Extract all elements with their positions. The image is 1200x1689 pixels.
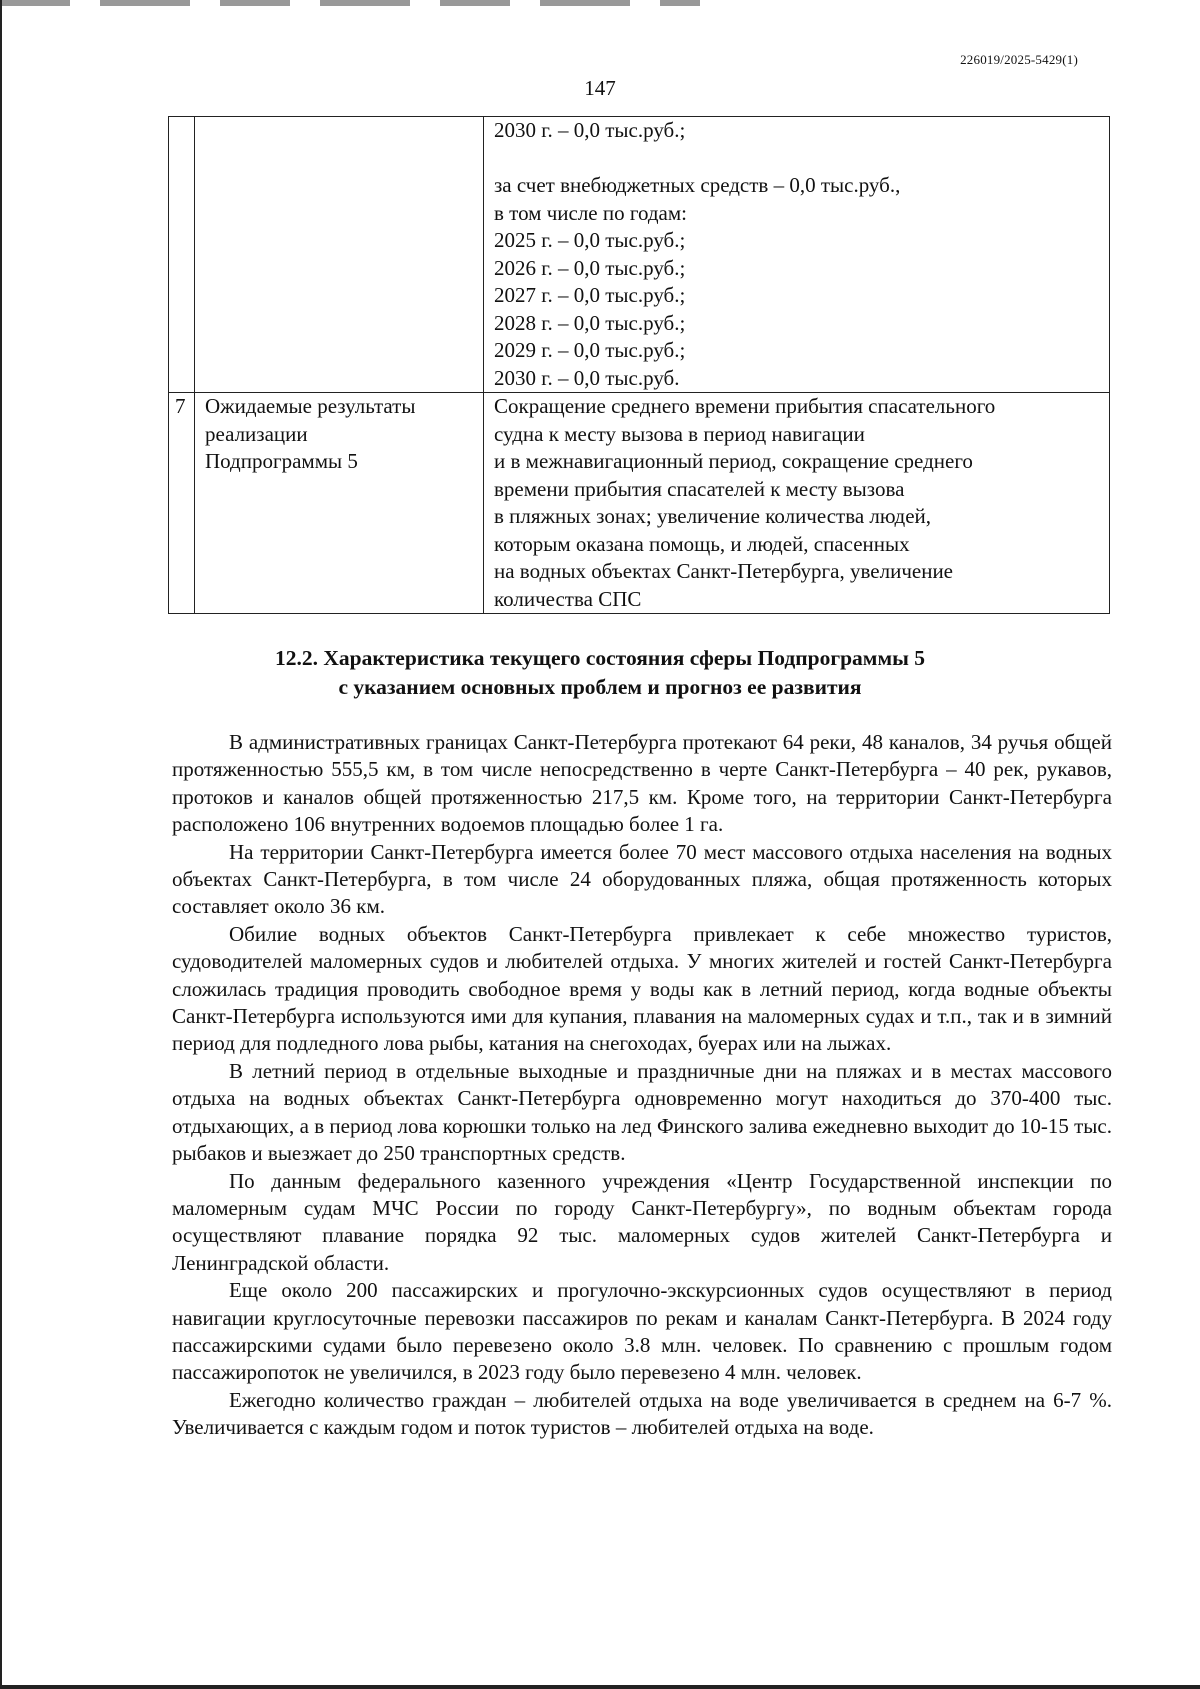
value-line: на водных объектах Санкт-Петербурга, увеличение bbox=[494, 559, 954, 583]
funding-line: в том числе по годам: bbox=[494, 200, 687, 225]
label-line: Ожидаемые результаты bbox=[205, 394, 416, 418]
value-line: в пляжных зонах; увеличение количества людей, bbox=[494, 504, 932, 528]
paragraph: На территории Санкт-Петербурга имеется более 70 мест массового отдыха населения на водных объектах Санкт-Петербурга, в том числе 24 оборудованных пляжа, общая протяженность которых составляет около 36 км. bbox=[172, 839, 1112, 919]
funding-line bbox=[494, 145, 1099, 173]
table-cell-funding bbox=[484, 117, 1110, 393]
section-title bbox=[0, 644, 1200, 702]
funding-line: за счет внебюджетных средств – 0,0 тыс.руб., bbox=[494, 173, 901, 197]
value-line: Сокращение среднего времени прибытия спасательного bbox=[494, 394, 996, 418]
subprogram-passport-table bbox=[168, 116, 1110, 614]
paragraph: Ежегодно количество граждан – любителей отдыха на воде увеличивается в среднем на 6-7 %. Увеличивается с каждым годом и поток туристов – любителей отдыха на воде. bbox=[172, 1387, 1112, 1440]
paragraph: Еще около 200 пассажирских и прогулочно-экскурсионных судов осуществляют в период навигации круглосуточные перевозки пассажиров по рекам и каналам Санкт-Петербурга. В 2024 году пассажирскими судами было перевезено около 3.8 млн. человек. По сравнению с прошлым годом пассажиропоток не увеличился, в 2023 году было перевезено 4 млн. человек. bbox=[172, 1278, 1112, 1385]
label-line: реализации bbox=[205, 421, 308, 446]
funding-line: 2030 г. – 0,0 тыс.руб.; bbox=[494, 118, 686, 142]
row-number: 7 bbox=[169, 393, 195, 614]
scan-top-artifact bbox=[0, 0, 700, 6]
document-id: 226019/2025-5429(1) bbox=[960, 52, 1078, 67]
paragraph: В административных границах Санкт-Петербурга протекают 64 реки, 48 каналов, 34 ручья общей протяженностью 555,5 км, в том числе непосредственно в черте Санкт-Петербурга – 40 рек, рукавов, протоков и каналов общей протяженностью 217,5 км. Кроме того, на территории Санкт-Петербурга расположено 106 внутренних водоемов площадью более 1 га. bbox=[172, 730, 1112, 837]
row-label bbox=[195, 393, 484, 614]
scan-left-edge bbox=[0, 0, 2, 1689]
funding-line: 2025 г. – 0,0 тыс.руб.; bbox=[494, 228, 686, 252]
table-cell-num bbox=[169, 117, 195, 393]
value-line: и в межнавигационный период, сокращение среднего bbox=[494, 449, 973, 473]
value-line: судна к месту вызова в период навигации bbox=[494, 421, 865, 446]
paragraph: В летний период в отдельные выходные и праздничные дни на пляжах и в местах массового отдыха на водных объектах Санкт-Петербурга одновременно могут находиться до 370-400 тыс. отдыхающих, а в период лова корюшки только на лед Финского залива ежедневно выходит до 10-15 тыс. рыбаков и выезжает до 250 транспортных средств. bbox=[172, 1058, 1112, 1166]
funding-line: 2030 г. – 0,0 тыс.руб. bbox=[494, 365, 680, 390]
section-title-line: 12.2. Характеристика текущего состояния сферы Подпрограммы 5 bbox=[274, 646, 926, 670]
funding-line: 2028 г. – 0,0 тыс.руб.; bbox=[494, 310, 686, 335]
label-line: Подпрограммы 5 bbox=[205, 449, 358, 473]
scan-bottom-edge bbox=[0, 1685, 1200, 1689]
paragraph: Обилие водных объектов Санкт-Петербурга привлекает к себе множество туристов, судоводителей маломерных судов и любителей отдыха. У многих жителей и гостей Санкт-Петербурга сложилась традиция проводить свободное время у воды как в летний период, когда водные объекты Санкт-Петербурга используются ими для купания, плавания на маломерных судах и т.п., так и в зимний период для подледного лова рыбы, катания на снегоходах, буерах или на лыжах. bbox=[172, 921, 1112, 1056]
table-row-continuation bbox=[169, 117, 1110, 393]
section-title-line: с указанием основных проблем и прогноз ее развития bbox=[338, 675, 862, 699]
table-row-7 bbox=[169, 393, 1110, 614]
funding-line: 2026 г. – 0,0 тыс.руб.; bbox=[494, 255, 686, 280]
table-cell-label bbox=[195, 117, 484, 393]
page-number: 147 bbox=[584, 76, 616, 100]
section-body bbox=[172, 729, 1112, 1442]
funding-line: 2029 г. – 0,0 тыс.руб.; bbox=[494, 338, 686, 362]
value-line: времени прибытия спасателей к месту вызова bbox=[494, 476, 905, 501]
value-line: которым оказана помощь, и людей, спасенных bbox=[494, 531, 910, 556]
value-line: количества СПС bbox=[494, 586, 642, 611]
row-value bbox=[484, 393, 1110, 614]
funding-line: 2027 г. – 0,0 тыс.руб.; bbox=[494, 283, 686, 307]
paragraph: По данным федерального казенного учреждения «Центр Государственной инспекции по маломерным судам МЧС России по городу Санкт-Петербургу», по водным объектам города осуществляют плавание порядка 92 тыс. маломерных судов жителей Санкт-Петербурга и Ленинградской области. bbox=[172, 1168, 1112, 1275]
